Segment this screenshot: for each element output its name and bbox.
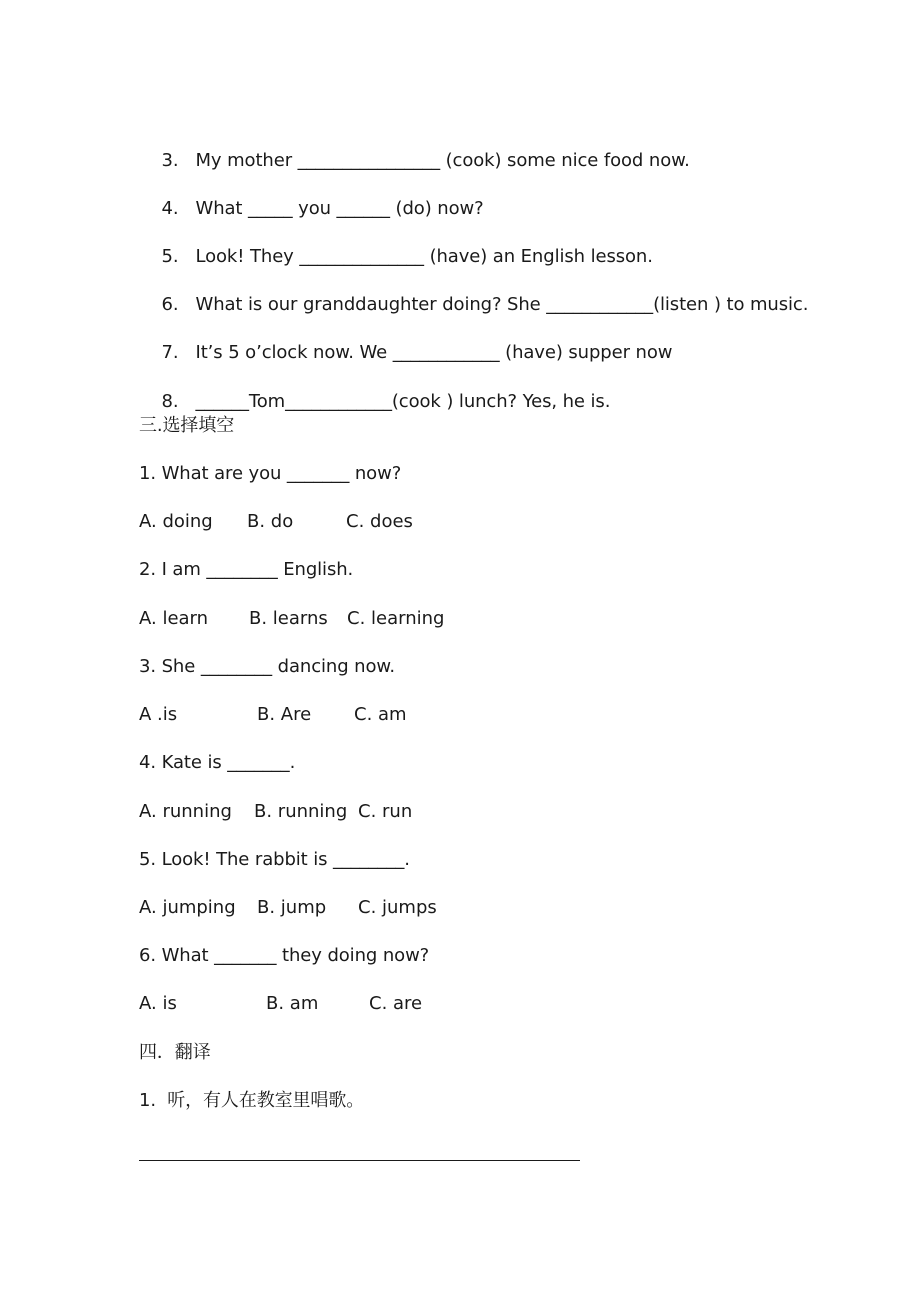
option-b: B. Are bbox=[257, 704, 312, 725]
option-c: C. jumps bbox=[358, 897, 437, 918]
option-a: A. jumping bbox=[139, 897, 236, 918]
question-1: 1. What are you _______ now? bbox=[139, 463, 402, 484]
option-a: A. doing bbox=[139, 511, 213, 532]
option-b: B. jump bbox=[257, 897, 327, 918]
question-3: 3. She ________ dancing now. bbox=[139, 656, 395, 677]
answer-blank-line bbox=[139, 1160, 580, 1161]
item-text: What _____ you ______ (do) now? bbox=[195, 198, 484, 219]
translation-item-1: 1. 听，有人在教室里唱歌。 bbox=[139, 1090, 365, 1111]
question-4: 4. Kate is _______. bbox=[139, 752, 296, 773]
item-text: My mother ________________ (cook) some nice food now. bbox=[195, 150, 690, 171]
item-text: What is our granddaughter doing? She ____________(listen ) to music. bbox=[195, 294, 809, 315]
item-text: Look! They ______________ (have) an English lesson. bbox=[195, 246, 653, 267]
option-a: A. learn bbox=[139, 608, 209, 629]
item-number: 3. bbox=[161, 150, 179, 171]
option-c: C. are bbox=[369, 993, 423, 1014]
question-2: 2. I am ________ English. bbox=[139, 559, 354, 580]
option-a: A. running bbox=[139, 801, 232, 822]
question-6: 6. What _______ they doing now? bbox=[139, 945, 430, 966]
option-b: B. do bbox=[247, 511, 294, 532]
item-number: 8. bbox=[161, 391, 179, 412]
option-c: C. run bbox=[358, 801, 413, 822]
option-c: C. learning bbox=[347, 608, 445, 629]
option-b: B. running bbox=[254, 801, 348, 822]
question-5: 5. Look! The rabbit is ________. bbox=[139, 849, 410, 870]
option-c: C. does bbox=[346, 511, 413, 532]
item-text: ______Tom____________(cook ) lunch? Yes, he is. bbox=[195, 391, 611, 412]
item-number: 4. bbox=[161, 198, 179, 219]
section-heading-multiple-choice: 三.选择填空 bbox=[139, 415, 235, 436]
section-heading-translation: 四．翻译 bbox=[139, 1042, 211, 1063]
item-number: 7. bbox=[161, 342, 179, 363]
option-a: A .is bbox=[139, 704, 178, 725]
item-text: It’s 5 o’clock now. We ____________ (have) supper now bbox=[195, 342, 673, 363]
option-b: B. learns bbox=[249, 608, 328, 629]
item-number: 5. bbox=[161, 246, 179, 267]
option-c: C. am bbox=[354, 704, 407, 725]
option-a: A. is bbox=[139, 993, 177, 1014]
option-b: B. am bbox=[266, 993, 319, 1014]
item-number: 6. bbox=[161, 294, 179, 315]
